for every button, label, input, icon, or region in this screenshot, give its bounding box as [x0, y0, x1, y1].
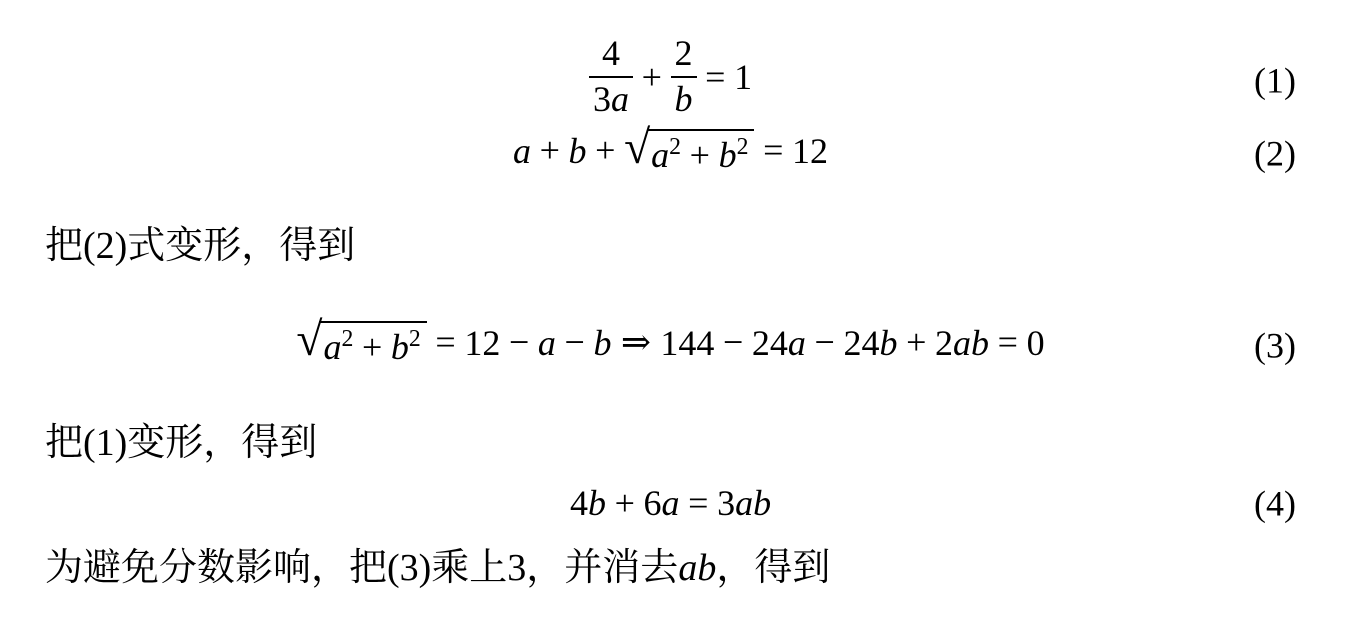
- equation-4: [45, 480, 1296, 528]
- equals-sign: =: [435, 322, 456, 363]
- superscript: 2: [341, 325, 354, 352]
- paragraph-transform-eq1: 把(1)变形，得到: [45, 422, 318, 464]
- fraction-denominator: 3a: [589, 76, 633, 120]
- equation-number-2: (2): [1254, 133, 1296, 174]
- plus-sign: +: [906, 322, 927, 363]
- plus-sign: +: [641, 57, 662, 98]
- paragraph-text-pre: 为避免分数影响，把(3)乘上3，并消去: [45, 547, 679, 589]
- plus-sign: +: [614, 483, 635, 524]
- inline-math-ab: ab: [678, 547, 717, 589]
- square-root: [296, 313, 426, 370]
- radical-sign: √: [296, 313, 323, 366]
- minus-sign: −: [722, 322, 744, 363]
- rhs-value: 0: [1026, 322, 1045, 363]
- equation-1-expression: [589, 32, 753, 125]
- plus-sign: +: [539, 130, 560, 171]
- radicand: $a^2 + b^2$: [319, 321, 426, 370]
- radicand: $a^2 + b^2$: [647, 129, 754, 178]
- paragraph-eliminate-ab: [45, 546, 830, 592]
- superscript: 2: [408, 325, 421, 352]
- superscript: 2: [736, 133, 749, 160]
- paragraph-text-post: ，得到: [716, 547, 831, 589]
- minus-sign: −: [508, 322, 530, 363]
- implies-arrow: ⇒: [620, 322, 651, 363]
- equation-3: [45, 313, 1296, 374]
- paragraph-transform-eq2: 把(2)式变形，得到: [45, 225, 356, 267]
- equation-3-expression: √ $a^2 + b^2$ = 12 − a − b ⇒ 144 − 24a − 24b + 2ab = 0: [296, 322, 1044, 371]
- equation-number-1: (1): [1254, 60, 1296, 101]
- equation-4-expression: 4b + 6a = 3ab: [569, 483, 772, 524]
- equals-sign: =: [705, 57, 726, 98]
- equation-2-expression: a + b + √ $a^2 + b^2$ = 12: [513, 130, 828, 179]
- square-root: [624, 121, 754, 178]
- plus-sign: +: [689, 134, 710, 175]
- rhs-value: 12: [792, 130, 829, 171]
- minus-sign: −: [814, 322, 835, 363]
- equals-sign: =: [763, 130, 784, 171]
- equation-number-4: (4): [1254, 483, 1296, 524]
- plus-sign: +: [595, 130, 616, 171]
- equation-number-3: (3): [1254, 325, 1296, 366]
- equation-2: [45, 121, 1296, 178]
- equals-sign: =: [688, 483, 709, 524]
- fraction: [589, 33, 633, 121]
- plus-sign: +: [361, 326, 383, 367]
- fraction-denominator: b: [671, 76, 697, 120]
- equation-1: [45, 32, 1296, 120]
- rhs-value: 1: [734, 57, 753, 98]
- fraction: [671, 33, 697, 121]
- fraction-numerator: 4: [601, 32, 620, 73]
- radical-sign: √: [624, 121, 651, 174]
- equals-sign: =: [997, 322, 1018, 363]
- fraction-numerator: 2: [674, 32, 693, 73]
- minus-sign: −: [564, 322, 585, 363]
- superscript: 2: [669, 133, 682, 160]
